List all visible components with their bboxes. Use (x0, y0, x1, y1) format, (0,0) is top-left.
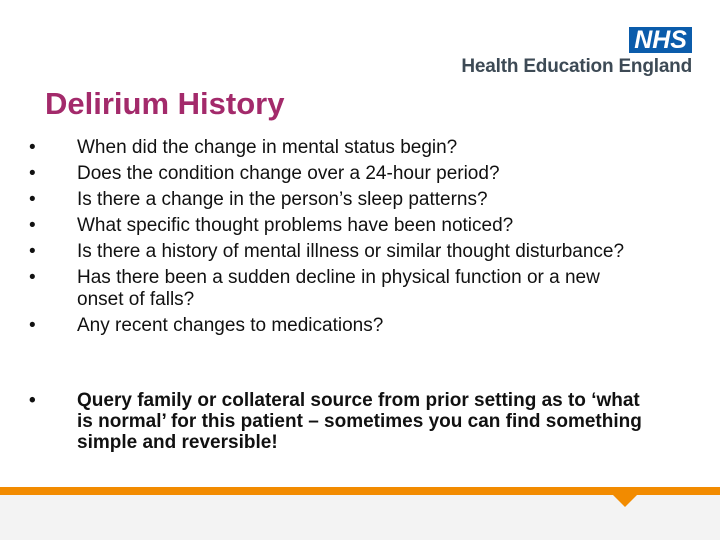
list-item: • Is there a change in the person’s sleep patterns? (29, 189, 649, 211)
list-item: • Any recent changes to medications? (29, 315, 649, 337)
list-item: • Does the condition change over a 24-hour period? (29, 163, 649, 185)
question-list (29, 137, 649, 341)
slide-title: Delirium History (45, 86, 285, 121)
list-item: • Is there a history of mental illness or similar thought disturbance? (29, 241, 649, 263)
organisation-name: Health Education England (461, 56, 692, 77)
list-item: • Has there been a sudden decline in physical function or a new onset of falls? (29, 267, 649, 311)
list-item: • What specific thought problems have been noticed? (29, 215, 649, 237)
list-item: • When did the change in mental status begin? (29, 137, 649, 159)
advice-item: • Query family or collateral source from prior setting as to ‘what is normal’ for this patient – sometimes you can find something simple and reversible! (29, 390, 649, 453)
footer-bar (0, 487, 720, 495)
nhs-badge: NHS (629, 27, 692, 53)
footer-area (0, 495, 720, 540)
nhs-logo (461, 27, 692, 78)
advice-list (29, 390, 649, 457)
footer-tab (613, 495, 637, 507)
